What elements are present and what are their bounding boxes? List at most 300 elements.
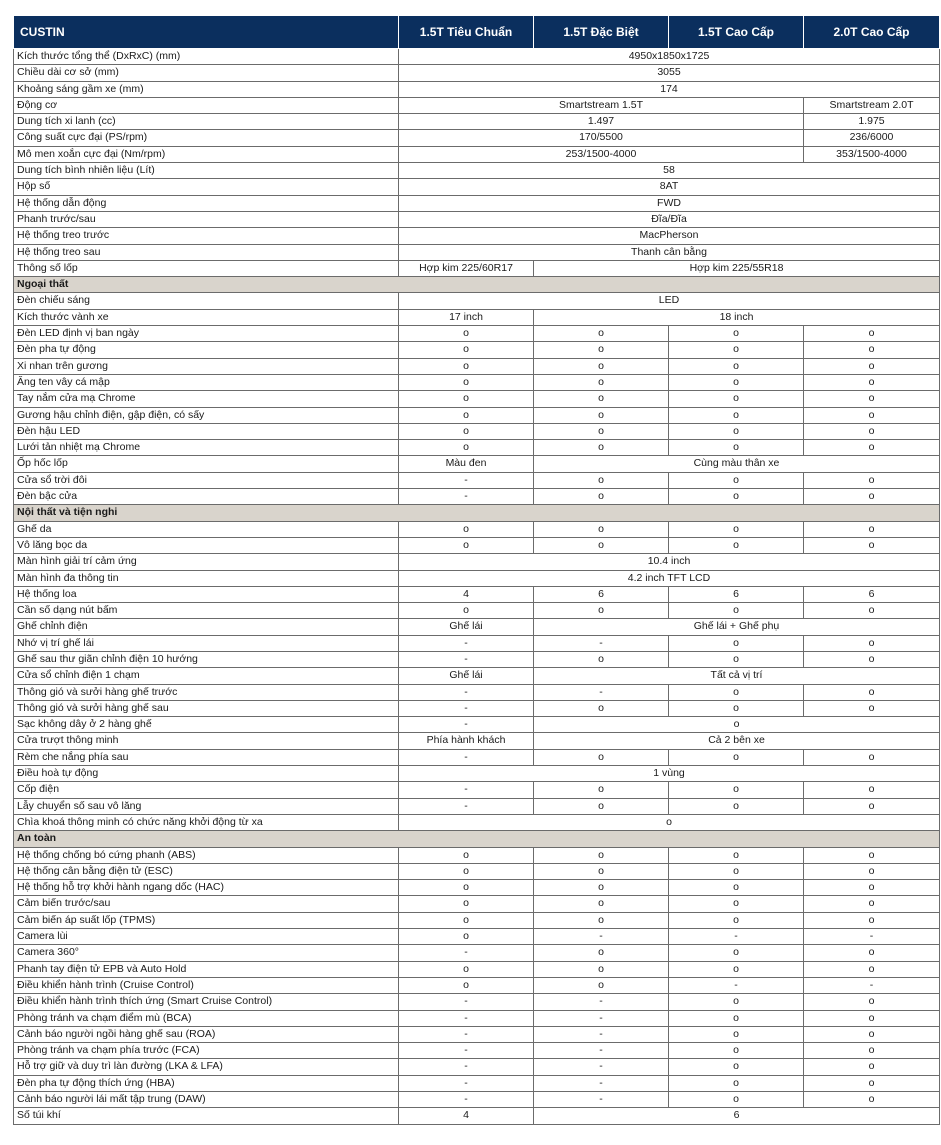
spec-value: o [669, 1092, 804, 1108]
spec-row [14, 619, 940, 635]
spec-row [14, 521, 940, 537]
spec-value: 1 vùng [399, 766, 940, 782]
spec-value: - [534, 1026, 669, 1042]
spec-row [14, 472, 940, 488]
spec-value: o [804, 342, 940, 358]
spec-row [14, 651, 940, 667]
spec-value: o [669, 489, 804, 505]
spec-value: 353/1500-4000 [804, 146, 940, 162]
spec-label: Đèn LED định vị ban ngày [14, 326, 399, 342]
spec-row [14, 342, 940, 358]
spec-label: Công suất cực đại (PS/rpm) [14, 130, 399, 146]
spec-value: o [399, 423, 534, 439]
spec-value: o [804, 391, 940, 407]
spec-value: Smartstream 2.0T [804, 97, 940, 113]
spec-value: o [399, 326, 534, 342]
spec-row [14, 358, 940, 374]
spec-label: Chiều dài cơ sở (mm) [14, 65, 399, 81]
spec-label: Cửa trượt thông minh [14, 733, 399, 749]
spec-label: Lẫy chuyển số sau vô lăng [14, 798, 399, 814]
spec-row [14, 749, 940, 765]
spec-body [14, 49, 940, 1125]
spec-label: Thông gió và sưởi hàng ghế sau [14, 700, 399, 716]
spec-label: Kích thước tổng thể (DxRxC) (mm) [14, 49, 399, 65]
spec-row [14, 228, 940, 244]
spec-row [14, 1075, 940, 1091]
spec-value: o [399, 358, 534, 374]
spec-value: o [534, 945, 669, 961]
spec-value: o [399, 912, 534, 928]
spec-label: Phòng tránh va chạm điểm mù (BCA) [14, 1010, 399, 1026]
spec-value: - [669, 929, 804, 945]
spec-row [14, 863, 940, 879]
spec-value: o [534, 374, 669, 390]
spec-value: o [804, 1043, 940, 1059]
spec-value: 1.497 [399, 114, 804, 130]
spec-value: o [534, 489, 669, 505]
spec-value: o [804, 1092, 940, 1108]
spec-row [14, 65, 940, 81]
spec-row [14, 782, 940, 798]
spec-row [14, 912, 940, 928]
spec-value: 4.2 inch TFT LCD [399, 570, 940, 586]
spec-value: - [534, 1075, 669, 1091]
spec-row [14, 97, 940, 113]
spec-value: o [399, 929, 534, 945]
spec-value: o [804, 407, 940, 423]
spec-row [14, 847, 940, 863]
spec-label: Thông gió và sưởi hàng ghế trước [14, 684, 399, 700]
trim-header: 2.0T Cao Cấp [804, 16, 940, 49]
spec-value: o [399, 977, 534, 993]
spec-label: Camera lùi [14, 929, 399, 945]
spec-value: - [399, 782, 534, 798]
spec-row [14, 586, 940, 602]
spec-value: - [399, 717, 534, 733]
spec-value: o [669, 407, 804, 423]
spec-row [14, 717, 940, 733]
spec-label: Dung tích bình nhiên liệu (Lít) [14, 163, 399, 179]
spec-value: 236/6000 [804, 130, 940, 146]
spec-value: o [399, 391, 534, 407]
spec-row [14, 81, 940, 97]
spec-value: o [669, 961, 804, 977]
spec-value: o [534, 700, 669, 716]
spec-label: Cốp điện [14, 782, 399, 798]
spec-value: - [399, 489, 534, 505]
spec-label: Động cơ [14, 97, 399, 113]
spec-value: o [804, 603, 940, 619]
spec-value: o [669, 651, 804, 667]
spec-value: o [399, 863, 534, 879]
spec-value: - [399, 1075, 534, 1091]
spec-label: Hộp số [14, 179, 399, 195]
spec-value: 58 [399, 163, 940, 179]
section-title: Ngoại thất [14, 277, 940, 293]
spec-row [14, 554, 940, 570]
spec-value: o [804, 423, 940, 439]
spec-value: o [669, 1059, 804, 1075]
spec-row [14, 391, 940, 407]
spec-value: o [804, 635, 940, 651]
spec-label: Đèn chiếu sáng [14, 293, 399, 309]
spec-value: o [669, 440, 804, 456]
spec-label: Phanh tay điện tử EPB và Auto Hold [14, 961, 399, 977]
spec-value: Ghế lái [399, 619, 534, 635]
spec-value: o [399, 374, 534, 390]
spec-value: o [804, 440, 940, 456]
spec-value: 10.4 inch [399, 554, 940, 570]
spec-label: Cảm biến trước/sau [14, 896, 399, 912]
spec-value: 18 inch [534, 309, 940, 325]
spec-value: o [534, 896, 669, 912]
spec-value: o [534, 407, 669, 423]
spec-value: o [804, 537, 940, 553]
spec-value: - [399, 798, 534, 814]
spec-value: o [804, 651, 940, 667]
spec-label: Điều khiển hành trình thích ứng (Smart Cruise Control) [14, 994, 399, 1010]
spec-value: - [399, 994, 534, 1010]
spec-value: o [804, 912, 940, 928]
spec-value: - [804, 929, 940, 945]
spec-value: - [534, 929, 669, 945]
spec-label: Phòng tránh va chạm phía trước (FCA) [14, 1043, 399, 1059]
trim-header: 1.5T Tiêu Chuẩn [399, 16, 534, 49]
spec-value: o [804, 798, 940, 814]
spec-value: o [669, 1026, 804, 1042]
spec-value: o [804, 847, 940, 863]
spec-value: Đĩa/Đĩa [399, 211, 940, 227]
spec-value: - [534, 635, 669, 651]
spec-value: o [534, 423, 669, 439]
spec-value: o [399, 440, 534, 456]
spec-value: o [534, 537, 669, 553]
spec-value: o [534, 749, 669, 765]
spec-value: o [399, 847, 534, 863]
spec-value: o [399, 880, 534, 896]
spec-value: o [669, 521, 804, 537]
spec-value: o [534, 358, 669, 374]
spec-row [14, 896, 940, 912]
spec-row [14, 766, 940, 782]
section-header-row [14, 831, 940, 847]
spec-value: - [534, 1010, 669, 1026]
spec-value: 4 [399, 586, 534, 602]
spec-label: Gương hậu chỉnh điện, gập điện, có sấy [14, 407, 399, 423]
spec-value: o [534, 391, 669, 407]
header-row [14, 16, 940, 49]
spec-value: o [669, 358, 804, 374]
spec-label: Màn hình giải trí cảm ứng [14, 554, 399, 570]
spec-label: Màn hình đa thông tin [14, 570, 399, 586]
spec-label: Ghế chỉnh điện [14, 619, 399, 635]
spec-value: 3055 [399, 65, 940, 81]
spec-value: o [669, 798, 804, 814]
spec-value: o [669, 326, 804, 342]
spec-value: o [534, 440, 669, 456]
spec-label: Vô lăng bọc da [14, 537, 399, 553]
spec-value: Cả 2 bên xe [534, 733, 940, 749]
spec-label: Nhớ vị trí ghế lái [14, 635, 399, 651]
spec-value: o [804, 489, 940, 505]
spec-row [14, 1010, 940, 1026]
spec-value: o [534, 912, 669, 928]
spec-row [14, 798, 940, 814]
spec-row [14, 489, 940, 505]
spec-value: o [669, 782, 804, 798]
spec-value: o [534, 326, 669, 342]
spec-label: Đèn pha tự động thích ứng (HBA) [14, 1075, 399, 1091]
spec-label: Hệ thống loa [14, 586, 399, 602]
spec-value: MacPherson [399, 228, 940, 244]
spec-row [14, 668, 940, 684]
spec-value: o [534, 798, 669, 814]
spec-value: o [399, 896, 534, 912]
spec-value: o [804, 1059, 940, 1075]
spec-value: 253/1500-4000 [399, 146, 804, 162]
spec-value: o [534, 472, 669, 488]
spec-value: o [669, 537, 804, 553]
spec-row [14, 49, 940, 65]
spec-value: o [399, 521, 534, 537]
spec-value: Tất cả vị trí [534, 668, 940, 684]
spec-value: o [669, 1010, 804, 1026]
spec-row [14, 260, 940, 276]
spec-label: Hệ thống dẫn động [14, 195, 399, 211]
spec-row [14, 814, 940, 830]
spec-value: o [534, 651, 669, 667]
spec-label: Hệ thống treo sau [14, 244, 399, 260]
spec-value: o [534, 717, 940, 733]
spec-row [14, 309, 940, 325]
spec-value: - [399, 700, 534, 716]
spec-label: Cảm biến áp suất lốp (TPMS) [14, 912, 399, 928]
spec-label: Kích thước vành xe [14, 309, 399, 325]
spec-value: o [534, 782, 669, 798]
spec-value: 1.975 [804, 114, 940, 130]
spec-row [14, 733, 940, 749]
spec-label: Đèn pha tự động [14, 342, 399, 358]
spec-row [14, 977, 940, 993]
spec-value: LED [399, 293, 940, 309]
spec-row [14, 146, 940, 162]
spec-row [14, 603, 940, 619]
spec-value: 6 [669, 586, 804, 602]
spec-value: o [669, 423, 804, 439]
spec-value: o [534, 977, 669, 993]
spec-row [14, 374, 940, 390]
spec-value: o [669, 700, 804, 716]
spec-value: o [399, 537, 534, 553]
spec-value: o [804, 700, 940, 716]
spec-value: 4950x1850x1725 [399, 49, 940, 65]
spec-label: Ốp hốc lốp [14, 456, 399, 472]
spec-value: - [534, 1043, 669, 1059]
spec-row [14, 880, 940, 896]
spec-label: Ghế da [14, 521, 399, 537]
spec-value: Thanh cân bằng [399, 244, 940, 260]
spec-row [14, 163, 940, 179]
spec-value: o [669, 684, 804, 700]
trim-header: 1.5T Cao Cấp [669, 16, 804, 49]
spec-value: - [669, 977, 804, 993]
spec-value: o [804, 472, 940, 488]
spec-row [14, 456, 940, 472]
spec-value: FWD [399, 195, 940, 211]
spec-row [14, 114, 940, 130]
spec-value: o [804, 945, 940, 961]
spec-value: o [804, 994, 940, 1010]
spec-value: - [399, 635, 534, 651]
spec-label: Hỗ trợ giữ và duy trì làn đường (LKA & LFA) [14, 1059, 399, 1075]
trim-header: 1.5T Đặc Biệt [534, 16, 669, 49]
spec-row [14, 635, 940, 651]
spec-row [14, 130, 940, 146]
spec-value: o [804, 961, 940, 977]
spec-value: Hợp kim 225/60R17 [399, 260, 534, 276]
spec-value: o [669, 749, 804, 765]
spec-label: Đèn hậu LED [14, 423, 399, 439]
spec-value: 8AT [399, 179, 940, 195]
spec-value: o [804, 374, 940, 390]
spec-label: Mô men xoắn cực đại (Nm/rpm) [14, 146, 399, 162]
spec-row [14, 195, 940, 211]
spec-label: Đèn bậc cửa [14, 489, 399, 505]
spec-value: 6 [534, 586, 669, 602]
spec-row [14, 537, 940, 553]
spec-row [14, 1059, 940, 1075]
spec-value: o [669, 1043, 804, 1059]
spec-value: Cùng màu thân xe [534, 456, 940, 472]
spec-value: - [534, 1059, 669, 1075]
spec-value: o [669, 374, 804, 390]
spec-row [14, 179, 940, 195]
spec-label: Số túi khí [14, 1108, 399, 1124]
spec-row [14, 326, 940, 342]
spec-value: o [804, 684, 940, 700]
spec-value: o [669, 863, 804, 879]
spec-value: o [804, 749, 940, 765]
spec-row [14, 700, 940, 716]
spec-value: o [669, 945, 804, 961]
spec-label: Ghế sau thư giãn chỉnh điện 10 hướng [14, 651, 399, 667]
spec-row [14, 570, 940, 586]
spec-value: - [399, 945, 534, 961]
spec-value: o [534, 603, 669, 619]
spec-row [14, 293, 940, 309]
spec-row [14, 1026, 940, 1042]
spec-label: Điều hoà tự động [14, 766, 399, 782]
spec-value: 4 [399, 1108, 534, 1124]
spec-value: o [399, 407, 534, 423]
spec-label: Thông số lốp [14, 260, 399, 276]
spec-label: Cửa sổ trời đôi [14, 472, 399, 488]
spec-value: Phía hành khách [399, 733, 534, 749]
spec-value: 6 [804, 586, 940, 602]
spec-value: - [399, 1043, 534, 1059]
section-title: Nội thất và tiện nghi [14, 505, 940, 521]
spec-value: - [399, 1026, 534, 1042]
spec-value: o [534, 863, 669, 879]
spec-value: - [399, 651, 534, 667]
spec-label: Lưới tản nhiệt mạ Chrome [14, 440, 399, 456]
spec-value: 17 inch [399, 309, 534, 325]
spec-value: Màu đen [399, 456, 534, 472]
spec-value: - [399, 749, 534, 765]
spec-row [14, 1108, 940, 1124]
spec-label: Cảnh báo người ngồi hàng ghế sau (ROA) [14, 1026, 399, 1042]
spec-value: o [399, 961, 534, 977]
spec-row [14, 961, 940, 977]
spec-label: Rèm che nắng phía sau [14, 749, 399, 765]
spec-label: Ăng ten vây cá mập [14, 374, 399, 390]
spec-value: o [669, 635, 804, 651]
spec-value: 6 [534, 1108, 940, 1124]
spec-label: Cảnh báo người lái mất tập trung (DAW) [14, 1092, 399, 1108]
section-title: An toàn [14, 831, 940, 847]
spec-label: Hệ thống cân bằng điện tử (ESC) [14, 863, 399, 879]
spec-label: Cần số dạng nút bấm [14, 603, 399, 619]
spec-value: o [534, 847, 669, 863]
spec-label: Phanh trước/sau [14, 211, 399, 227]
spec-label: Sạc không dây ở 2 hàng ghế [14, 717, 399, 733]
spec-value: 174 [399, 81, 940, 97]
spec-value: - [534, 1092, 669, 1108]
spec-value: o [669, 391, 804, 407]
spec-label: Chìa khoá thông minh có chức năng khởi động từ xa [14, 814, 399, 830]
spec-label: Điều khiển hành trình (Cruise Control) [14, 977, 399, 993]
spec-value: - [399, 1010, 534, 1026]
spec-value: - [534, 684, 669, 700]
spec-value: o [804, 782, 940, 798]
spec-value: o [804, 1075, 940, 1091]
spec-value: o [669, 472, 804, 488]
spec-row [14, 440, 940, 456]
spec-value: o [669, 603, 804, 619]
spec-value: o [669, 880, 804, 896]
spec-row [14, 1092, 940, 1108]
spec-value: o [669, 1075, 804, 1091]
spec-value: o [399, 814, 940, 830]
spec-label: Tay nắm cửa mạ Chrome [14, 391, 399, 407]
spec-value: o [534, 880, 669, 896]
spec-label: Dung tích xi lanh (cc) [14, 114, 399, 130]
spec-row [14, 684, 940, 700]
spec-value: - [399, 684, 534, 700]
spec-value: o [804, 326, 940, 342]
section-header-row [14, 277, 940, 293]
spec-row [14, 994, 940, 1010]
spec-value: Ghế lái [399, 668, 534, 684]
spec-value: o [804, 1010, 940, 1026]
spec-row [14, 929, 940, 945]
spec-label: Camera 360° [14, 945, 399, 961]
spec-label: Hệ thống hỗ trợ khởi hành ngang dốc (HAC) [14, 880, 399, 896]
spec-label: Cửa sổ chỉnh điện 1 chạm [14, 668, 399, 684]
spec-label: Hệ thống chống bó cứng phanh (ABS) [14, 847, 399, 863]
spec-value: o [804, 863, 940, 879]
spec-value: o [804, 1026, 940, 1042]
spec-value: o [399, 342, 534, 358]
spec-value: Hợp kim 225/55R18 [534, 260, 940, 276]
spec-row [14, 423, 940, 439]
spec-value: 170/5500 [399, 130, 804, 146]
spec-value: o [534, 961, 669, 977]
spec-value: o [669, 896, 804, 912]
spec-table [13, 15, 940, 1125]
spec-sheet [13, 15, 939, 1125]
spec-value: o [804, 896, 940, 912]
